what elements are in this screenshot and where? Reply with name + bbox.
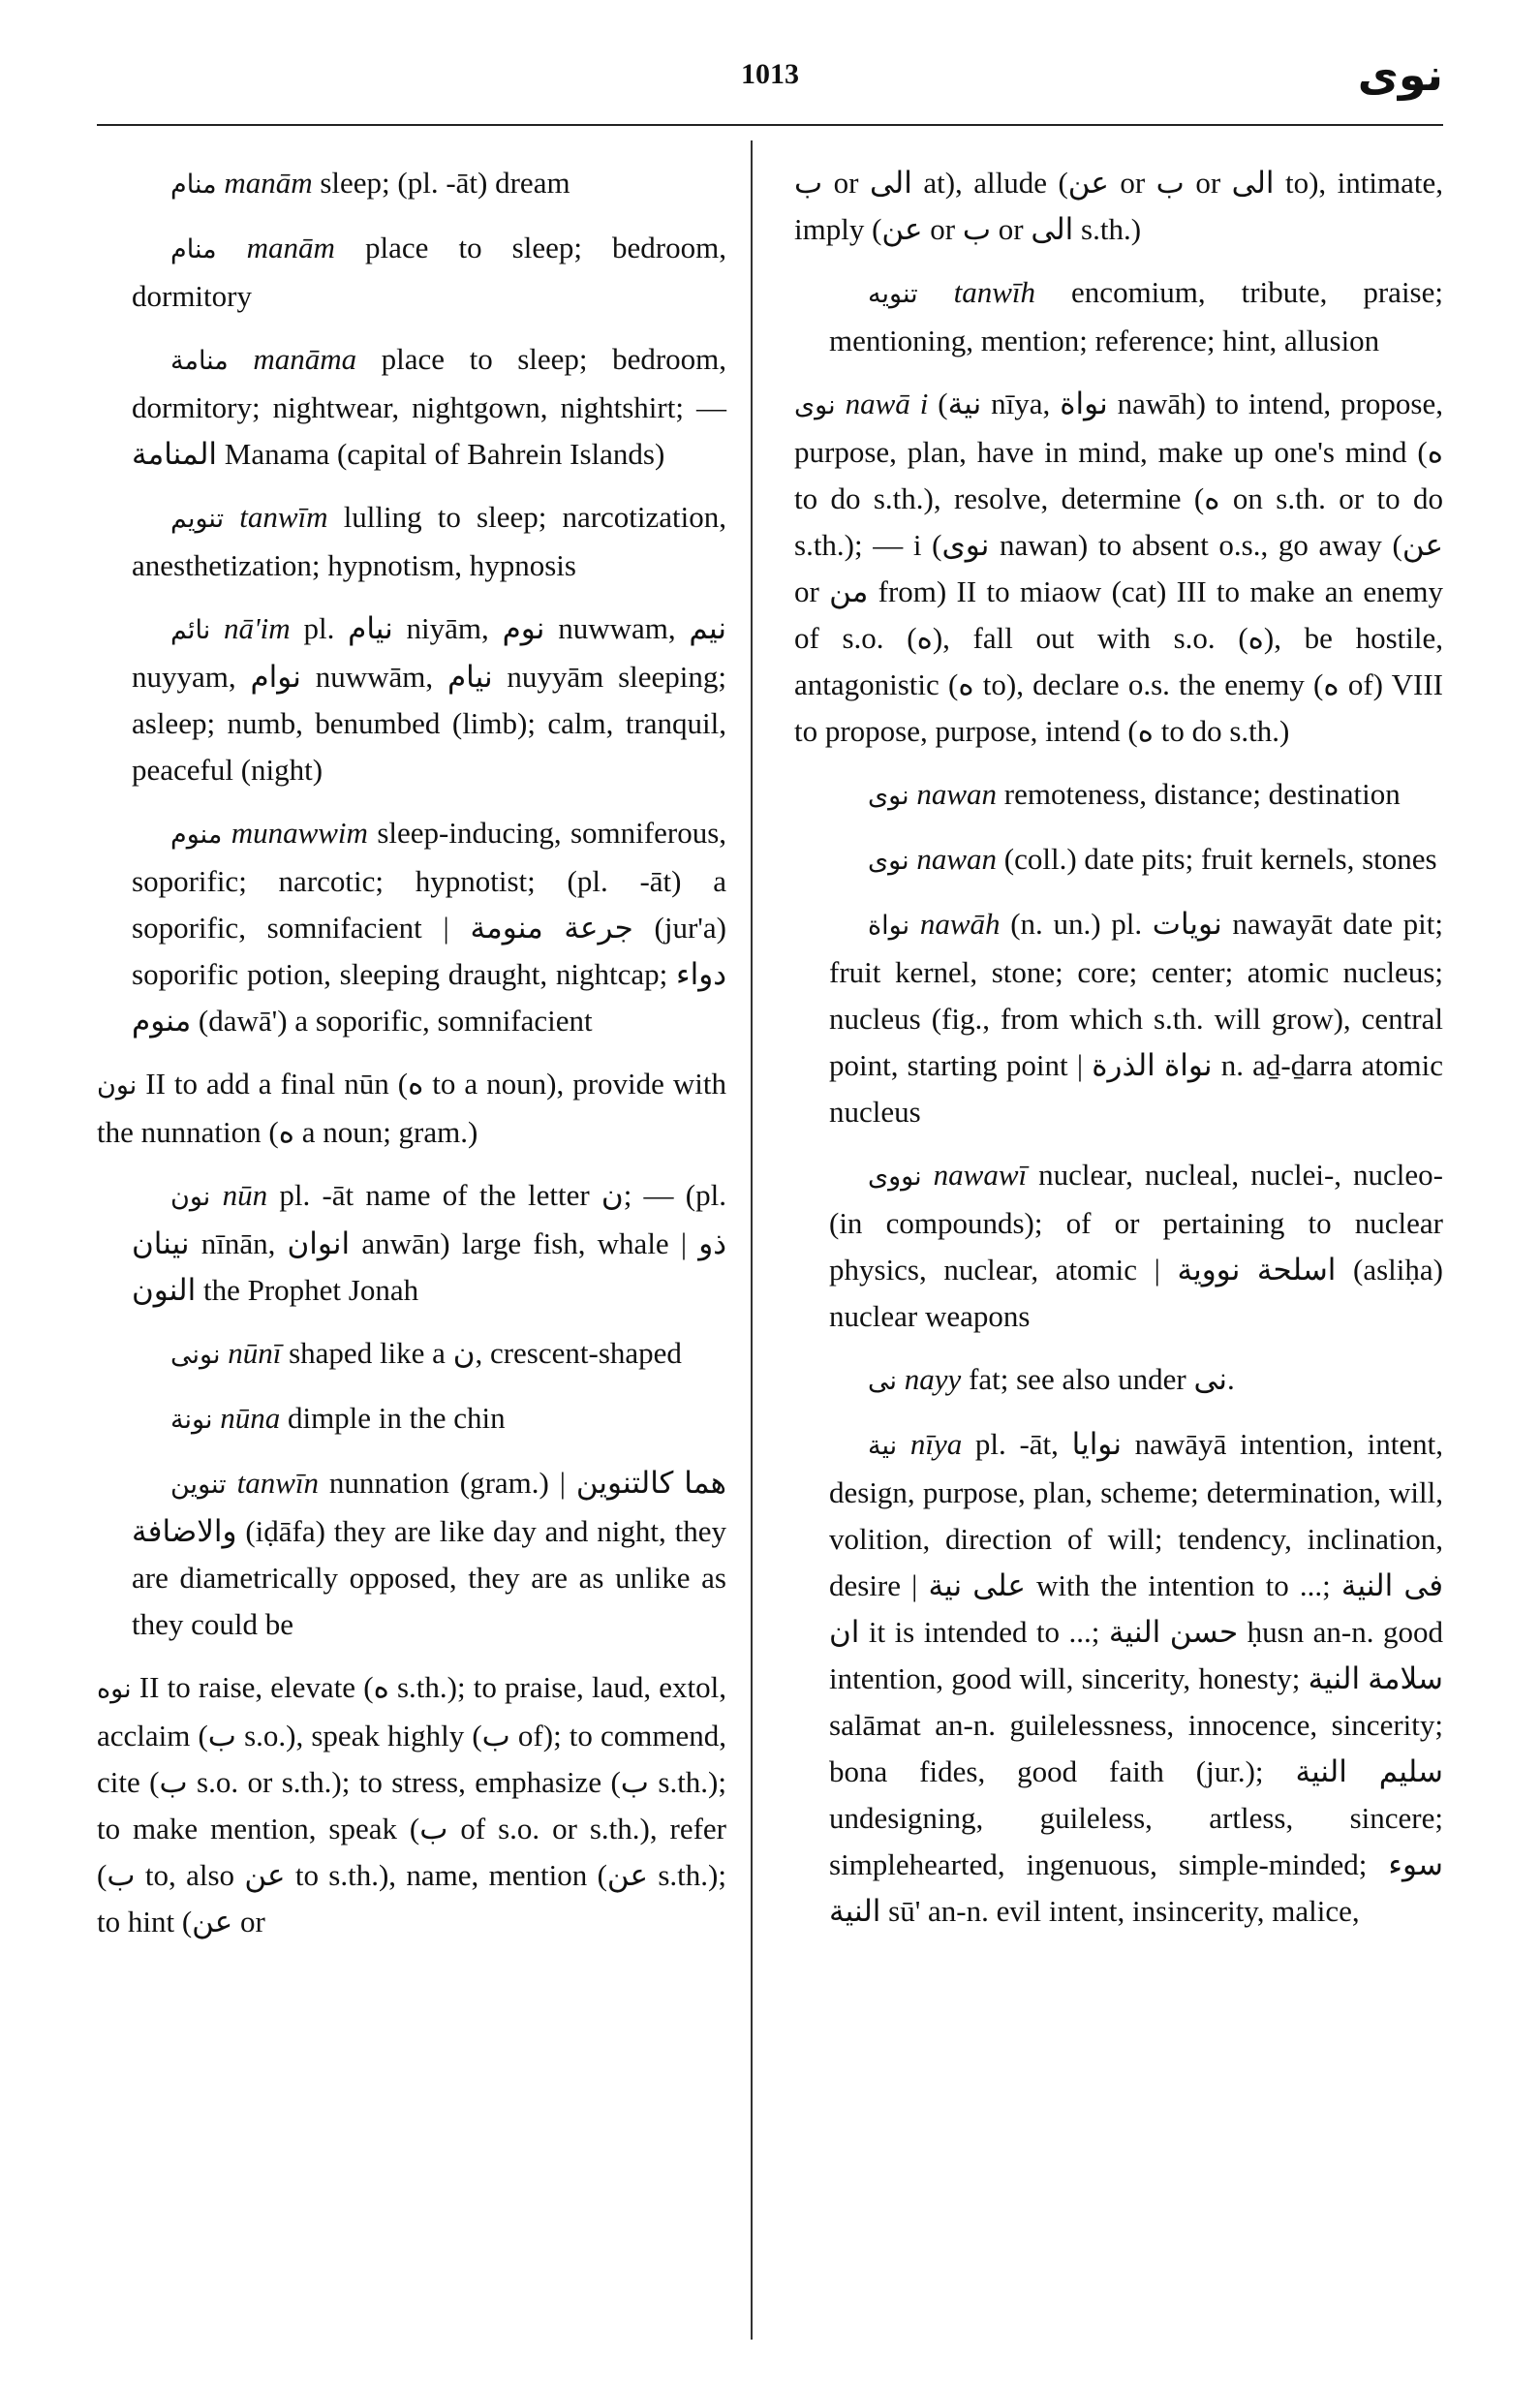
dictionary-entry [794,160,1443,253]
dictionary-entry [97,1460,726,1648]
entry-transliteration: nūn [222,1178,268,1212]
entry-definition: shaped like a ن, crescent-shaped [289,1336,682,1370]
entry-definition: place to sleep; bedroom, dormitory; nightwear, nightgown, nightshirt; — المنامة Manama (capital of Bahrein Islands) [132,342,727,471]
dictionary-entry [794,381,1443,755]
dictionary-entry [794,901,1443,1135]
header-rule [97,124,1443,126]
entry-headword: نووى [868,1162,922,1192]
entry-transliteration: nawan [916,842,998,876]
left-column [97,160,726,1962]
entry-transliteration: manāma [253,342,357,376]
entry-headword: نونة [170,1405,213,1435]
entry-headword: تنوين [170,1470,227,1500]
entry-definition: pl. -āt name of the letter ن; — (pl. نينان nīnān, انوان anwān) large fish, whale | ذو النون the Prophet Jonah [132,1178,726,1307]
dictionary-entry [794,1356,1443,1405]
entry-transliteration: nūna [220,1401,281,1435]
entry-definition: nuclear, nucleal, nuclei-, nucleo- (in compounds); of or pertaining to nuclear physics, nuclear, atomic | اسلحة نووية (asliḥa) nuclear weapons [829,1158,1444,1333]
entry-transliteration: tanwīn [236,1466,319,1500]
entry-definition: remoteness, distance; destination [1003,777,1401,811]
entry-headword: تنويه [868,279,918,309]
dictionary-entry [97,1664,726,1945]
dictionary-entry [794,1152,1443,1340]
dictionary-entry [97,1395,726,1443]
dictionary-entry [97,225,726,320]
page-number: 1013 [741,58,799,90]
entry-definition: II to add a final nūn (ه to a noun), provide with the nunnation (ه a noun; gram.) [97,1067,726,1149]
entry-headword: نى [868,1366,898,1396]
right-column [794,160,1443,1951]
dictionary-entry [97,336,726,478]
dictionary-entry [97,810,726,1044]
entry-transliteration: tanwīm [239,500,328,534]
entry-headword: نوى [868,846,909,876]
entry-transliteration: nayy [904,1362,962,1396]
dictionary-entry [794,771,1443,820]
entry-headword: منام [170,234,217,264]
dictionary-entry [97,160,726,208]
entry-definition: pl. -āt, نوايا nawāyā intention, intent, design, purpose, plan, scheme; determination, will, volition, direction of will; tendency, inclination, desire | على نية with the intention to ...; فى النية ان it is intended to ...; حسن النية ḥusn an-n. good intention, good will, sincerity, honesty; سلامة النية salāmat an-n. guilelessness, innocence, sincerity; bona fides, good faith (jur.); سليم النية undesigning, guileless, artless, sincere; simplehearted, ingenuous, simple-minded; سوء النية sū' an-n. evil intent, insincerity, malice, [829,1427,1444,1928]
dictionary-entry [97,1061,726,1156]
dictionary-entry [97,494,726,589]
entry-transliteration: tanwīh [953,275,1036,309]
entry-definition: II to raise, elevate (ه s.th.); to praise, laud, extol, acclaim (ب s.o.), speak highly (ب of); to commend, cite (ب s.o. or s.th.); to stress, emphasize (ب s.th.); to make mention, speak (ب of s.o. or s.th.), refer (ب to, also عن to s.th.), name, mention (عن s.th.); to hint (عن or [97,1670,726,1938]
entry-definition: lulling to sleep; narcotization, anesthetization; hypnotism, hypnosis [132,500,727,582]
entry-definition: dimple in the chin [287,1401,506,1435]
entry-headword: نائم [170,615,211,645]
entry-headword: نوه [97,1674,132,1704]
entry-transliteration: nawawī [933,1158,1028,1192]
entry-transliteration: munawwim [231,816,368,850]
entry-definition: encomium, tribute, praise; mentioning, mention; reference; hint, allusion [829,275,1443,357]
dictionary-entry [97,605,726,793]
entry-transliteration: nawāh [919,907,1001,941]
entry-headword: نية [868,1431,898,1461]
entry-definition: nunnation (gram.) | هما كالتنوين والاضافة (iḍāfa) they are like day and night, they are diametrically opposed, they are as unlike as they could be [132,1466,727,1641]
dictionary-entry [794,269,1443,364]
dictionary-entry [97,1172,726,1314]
entry-headword: نواة [868,911,910,941]
entry-headword: نوى [794,390,836,420]
entry-headword: نون [97,1070,138,1101]
entry-definition: (نية nīya, نواة nawāh) to intend, propose, purpose, plan, have in mind, make up one's mind (ه to do s.th.), resolve, determine (ه on s.th. or to do s.th.); — i (نوى nawan) to absent o.s., go away (عن or من from) II to miaow (cat) III to make an enemy of s.o. (ه), fall out with s.o. (ه), be hostile, antagonistic (ه to), declare o.s. the enemy (ه of) VIII to propose, purpose, intend (ه to do s.th.) [794,387,1444,748]
entry-headword: منوم [170,820,223,850]
entry-transliteration: nīya [909,1427,963,1461]
running-head: نوى [1357,48,1443,101]
entry-headword: منام [170,170,217,200]
entry-transliteration: manām [246,231,335,264]
entry-transliteration: nawan [916,777,998,811]
entry-headword: تنويم [170,504,225,534]
column-divider [751,140,753,2340]
entry-definition: place to sleep; bedroom, dormitory [132,231,726,313]
entry-definition: ب or الى at), allude (عن or ب or الى to), intimate, imply (عن or ب or الى s.th.) [794,166,1443,246]
entry-definition: (coll.) date pits; fruit kernels, stones [1003,842,1437,876]
dictionary-entry [97,1330,726,1379]
entry-headword: نون [170,1182,211,1212]
entry-transliteration: nā'im [224,611,291,645]
entry-headword: نوى [868,781,909,811]
entry-definition: sleep; (pl. -āt) dream [320,166,570,200]
entry-definition: fat; see also under نى. [969,1362,1235,1396]
dictionary-entry [794,1421,1443,1935]
dictionary-entry [794,836,1443,884]
entry-definition: pl. نيام niyām, نوم nuwwam, نيم nuyyam, نوام nuwwām, نيام nuyyām sleeping; asleep; numb, benumbed (limb); calm, tranquil, peaceful (night) [132,611,727,787]
entry-transliteration: manām [224,166,313,200]
entry-headword: منامة [170,346,229,376]
entry-definition: sleep-inducing, somniferous, soporific; narcotic; hypnotist; (pl. -āt) a soporific, somnifacient | جرعة منومة (jur'a) soporific potion, sleeping draught, nightcap; دواء منوم (dawā') a soporific, somnifacient [132,816,727,1038]
entry-transliteration: nūnī [228,1336,282,1370]
entry-headword: نونى [170,1340,221,1370]
entry-transliteration: nawā i [845,387,929,420]
page-header [97,48,1443,126]
entry-definition: (n. un.) pl. نويات nawayāt date pit; fruit kernel, stone; core; center; atomic nucleus; nucleus (fig., from which s.th. will grow), central point, starting point | نواة الذرة n. aḏ-ḏarra atomic nucleus [829,907,1444,1129]
